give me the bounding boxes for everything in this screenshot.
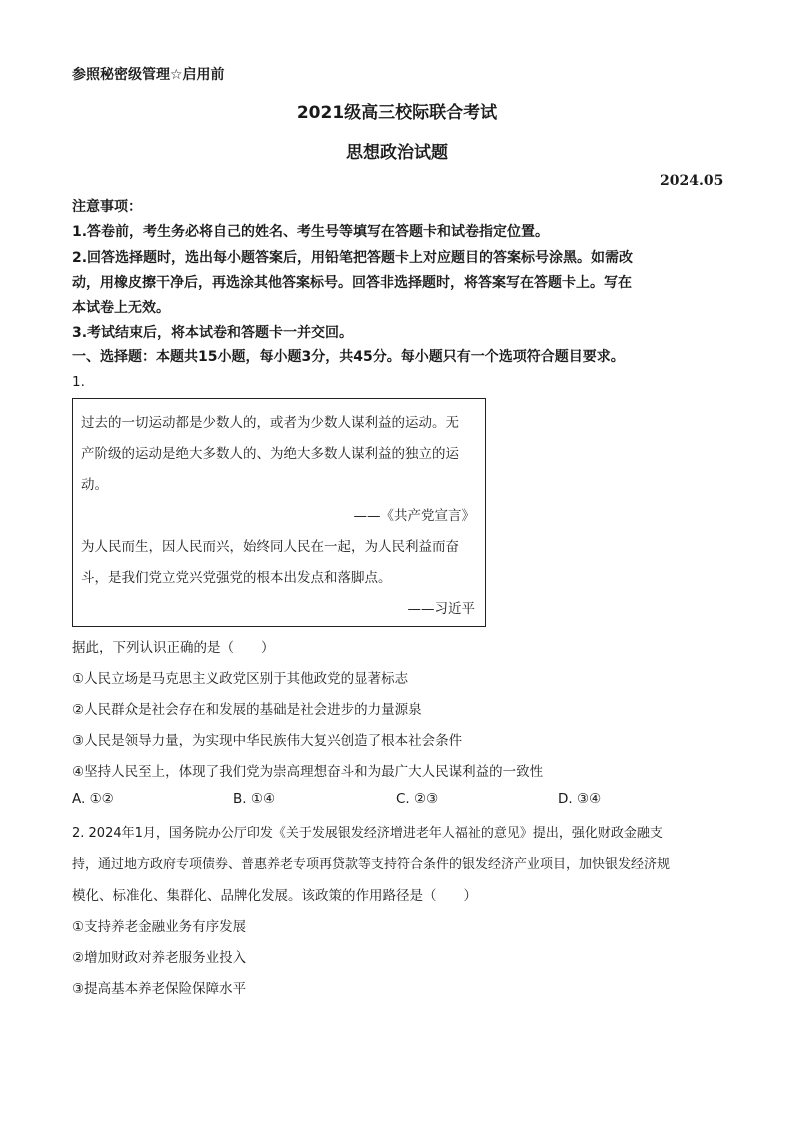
notice-item-2-line-1: 2.回答选择题时，选出每小题答案后，用铅笔把答题卡上对应题目的答案标号涂黑。如需改 — [72, 250, 634, 266]
question-1-number: 1. — [72, 374, 85, 390]
secrecy-label: 参照秘密级管理☆启用前 — [72, 67, 225, 83]
question-2-line-1: 2. 2024年1月，国务院办公厅印发《关于发展银发经济增进老年人福祉的意见》提出，强化财政金融支 — [72, 826, 663, 841]
quote-2-source: ——习近平 — [407, 601, 475, 617]
notice-item-2-line-2: 动，用橡皮擦干净后，再选涂其他答案标号。回答非选择题时，将答案写在答题卡上。写在 — [72, 275, 632, 291]
quote-1-line-3: 动。 — [81, 477, 108, 493]
question-1-stem: 据此，下列认识正确的是（ ） — [72, 640, 275, 656]
question-1-statement-2: ②人民群众是社会存在和发展的基础是社会进步的力量源泉 — [72, 702, 422, 718]
question-2-line-3: 模化、标准化、集群化、品牌化发展。该政策的作用路径是（ ） — [72, 888, 477, 904]
exam-title: 2021级高三校际联合考试 — [296, 103, 498, 123]
quote-box — [72, 398, 486, 627]
quote-1-line-2: 产阶级的运动是绝大多数人的、为绝大多数人谋利益的独立的运 — [81, 446, 459, 462]
quote-2-line-1: 为人民而生，因人民而兴，始终同人民在一起，为人民利益而奋 — [81, 539, 459, 555]
exam-date: 2024.05 — [660, 173, 724, 189]
question-1-statement-3: ③人民是领导力量，为实现中华民族伟大复兴创造了根本社会条件 — [72, 733, 463, 749]
question-1-option-c: C. ②③ — [396, 791, 439, 807]
exam-subtitle: 思想政治试题 — [346, 143, 448, 163]
question-2-statement-3: ③提高基本养老保险保障水平 — [72, 981, 247, 997]
question-1-statement-4: ④坚持人民至上，体现了我们党为崇高理想奋斗和为最广大人民谋利益的一致性 — [72, 764, 544, 780]
quote-1-source: ——《共产党宣言》 — [353, 508, 475, 524]
notice-heading: 注意事项： — [72, 199, 142, 215]
notice-item-3: 3.考试结束后，将本试卷和答题卡一并交回。 — [72, 325, 354, 341]
question-2-line-2: 持，通过地方政府专项债券、普惠养老专项再贷款等支持符合条件的银发经济产业项目，加快银发经济规 — [72, 857, 671, 872]
question-1-option-b: B. ①④ — [233, 791, 276, 807]
quote-1-line-1: 过去的一切运动都是少数人的，或者为少数人谋利益的运动。无 — [81, 415, 459, 431]
question-2-statement-1: ①支持养老金融业务有序发展 — [72, 919, 247, 935]
question-2-statement-2: ②增加财政对养老服务业投入 — [72, 950, 247, 966]
question-1-option-d: D. ③④ — [558, 791, 602, 807]
notice-item-1: 1.答卷前，考生务必将自己的姓名、考生号等填写在答题卡和试卷指定位置。 — [72, 224, 550, 240]
notice-item-2-line-3: 本试卷上无效。 — [72, 300, 170, 316]
question-1-statement-1: ①人民立场是马克思主义政党区别于其他政党的显著标志 — [72, 671, 409, 687]
section-1-heading: 一、选择题：本题共15小题，每小题3分，共45分。每小题只有一个选项符合题目要求。 — [72, 349, 625, 365]
quote-2-line-2: 斗，是我们党立党兴党强党的根本出发点和落脚点。 — [81, 570, 392, 586]
question-1-option-a: A. ①② — [72, 791, 114, 807]
